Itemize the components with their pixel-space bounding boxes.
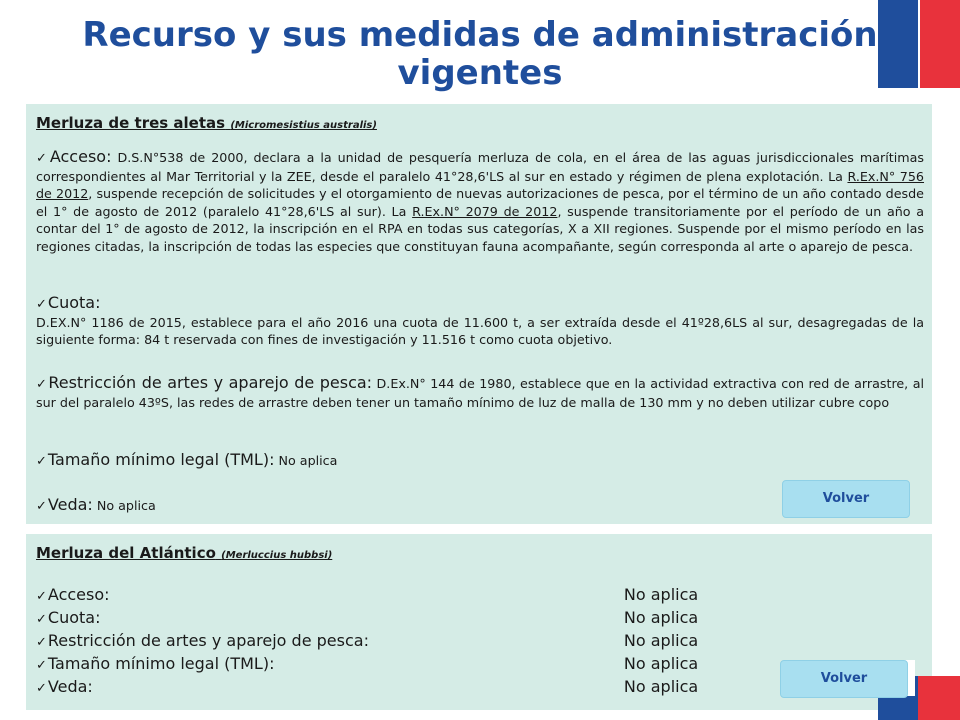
cuota-text: D.EX.N° 1186 de 2015, establece para el año 2016 una cuota de 11.600 t, a ser extraída desde el 41º28,6LS al sur, desagregadas de la siguiente forma: 84 t reservada con fines de investigación y 11.516 t como cuota objetivo. xyxy=(36,314,924,348)
acceso-text-1: D.S.N°538 de 2000, declara a la unidad de pesquería merluza de cola, en el área de las aguas jurisdiccionales marítimas correspondientes al Mar Territorial y la ZEE, desde el paralelo 41°28,6'LS al sur en estado y régimen de plena explotación. La xyxy=(36,150,924,184)
row-label: Cuota: xyxy=(47,608,101,627)
link-rex-2079[interactable]: R.Ex.N° 2079 de 2012 xyxy=(412,203,558,219)
list-item xyxy=(36,607,698,631)
veda-text: No aplica xyxy=(92,498,156,513)
check-icon: ✓ xyxy=(36,658,47,673)
volver-button[interactable]: Volver xyxy=(780,660,908,698)
tml-item xyxy=(36,451,924,471)
flag-blue-block xyxy=(878,0,918,88)
row-value: No aplica xyxy=(623,631,699,650)
acceso-item xyxy=(36,148,924,256)
acceso-text-3: , suspende transitoriamente por el período de un año a contar del 1° de agosto de 2012, la inscripción en el RPA en todas sus categorías, X a XII regiones. Suspende por el mismo período en las regiones citadas, la inscripción de todas las especies que constituyan fauna acompañante, según corresponda al arte o aparejo de pesca. xyxy=(36,203,924,254)
row-label: Veda: xyxy=(47,677,93,696)
tml-text: No aplica xyxy=(274,453,338,468)
scientific-name: (Merluccius hubbsi) xyxy=(221,550,333,561)
tml-label: Tamaño mínimo legal (TML): xyxy=(47,450,275,469)
panel-title xyxy=(36,544,332,562)
veda-label: Veda: xyxy=(47,495,93,514)
restriccion-item xyxy=(36,374,924,411)
check-icon: ✓ xyxy=(36,151,49,166)
check-icon: ✓ xyxy=(36,635,47,650)
species-name: Merluza del Atlántico xyxy=(36,544,216,562)
check-icon: ✓ xyxy=(36,589,47,604)
row-value: No aplica xyxy=(623,608,699,627)
acceso-label: Acceso: xyxy=(49,147,112,166)
row-value: No aplica xyxy=(623,585,699,604)
check-icon: ✓ xyxy=(36,612,47,627)
restriccion-text: D.Ex.N° 144 de 1980, establece que en la actividad extractiva con red de arrastre, al sur del paralelo 43ºS, las redes de arrastre deben tener un tamaño mínimo de luz de malla de 130 mm y no deben utilizar cubre copo xyxy=(36,376,924,410)
cuota-item xyxy=(36,294,924,349)
row-label: Tamaño mínimo legal (TML): xyxy=(47,654,275,673)
volver-button[interactable]: Volver xyxy=(782,480,910,518)
page-title: Recurso y sus medidas de administración vigentes xyxy=(82,15,878,93)
list-item xyxy=(36,630,698,654)
check-icon: ✓ xyxy=(36,681,47,696)
flag-red-block xyxy=(920,0,960,88)
resource-panel-tres-aletas xyxy=(26,104,932,524)
link-rex-756[interactable]: R.Ex.N° 756 de 2012 xyxy=(36,168,925,202)
check-icon: ✓ xyxy=(36,454,47,469)
flag-red-block xyxy=(918,676,960,720)
check-icon: ✓ xyxy=(36,377,48,392)
row-value: No aplica xyxy=(623,677,699,696)
scientific-name: (Micromesistius australis) xyxy=(230,120,377,131)
cuota-label: Cuota: xyxy=(47,293,101,312)
list-item xyxy=(36,676,698,700)
row-value: No aplica xyxy=(623,654,699,673)
acceso-text-2: , suspende recepción de solicitudes y el otorgamiento de nuevas autorizaciones de pesca, por el término de un año contado desde el 1° de agosto de 2012 (paralelo 41°28,6'LS al sur). La xyxy=(36,186,924,219)
check-icon: ✓ xyxy=(36,499,47,514)
restriccion-label: Restricción de artes y aparejo de pesca: xyxy=(48,373,373,392)
list-item xyxy=(36,653,698,677)
check-icon: ✓ xyxy=(36,297,47,312)
list-item xyxy=(36,584,698,608)
species-name: Merluza de tres aletas xyxy=(36,114,226,132)
row-label: Acceso: xyxy=(47,585,110,604)
row-label: Restricción de artes y aparejo de pesca: xyxy=(47,631,369,650)
panel-title xyxy=(36,114,377,132)
